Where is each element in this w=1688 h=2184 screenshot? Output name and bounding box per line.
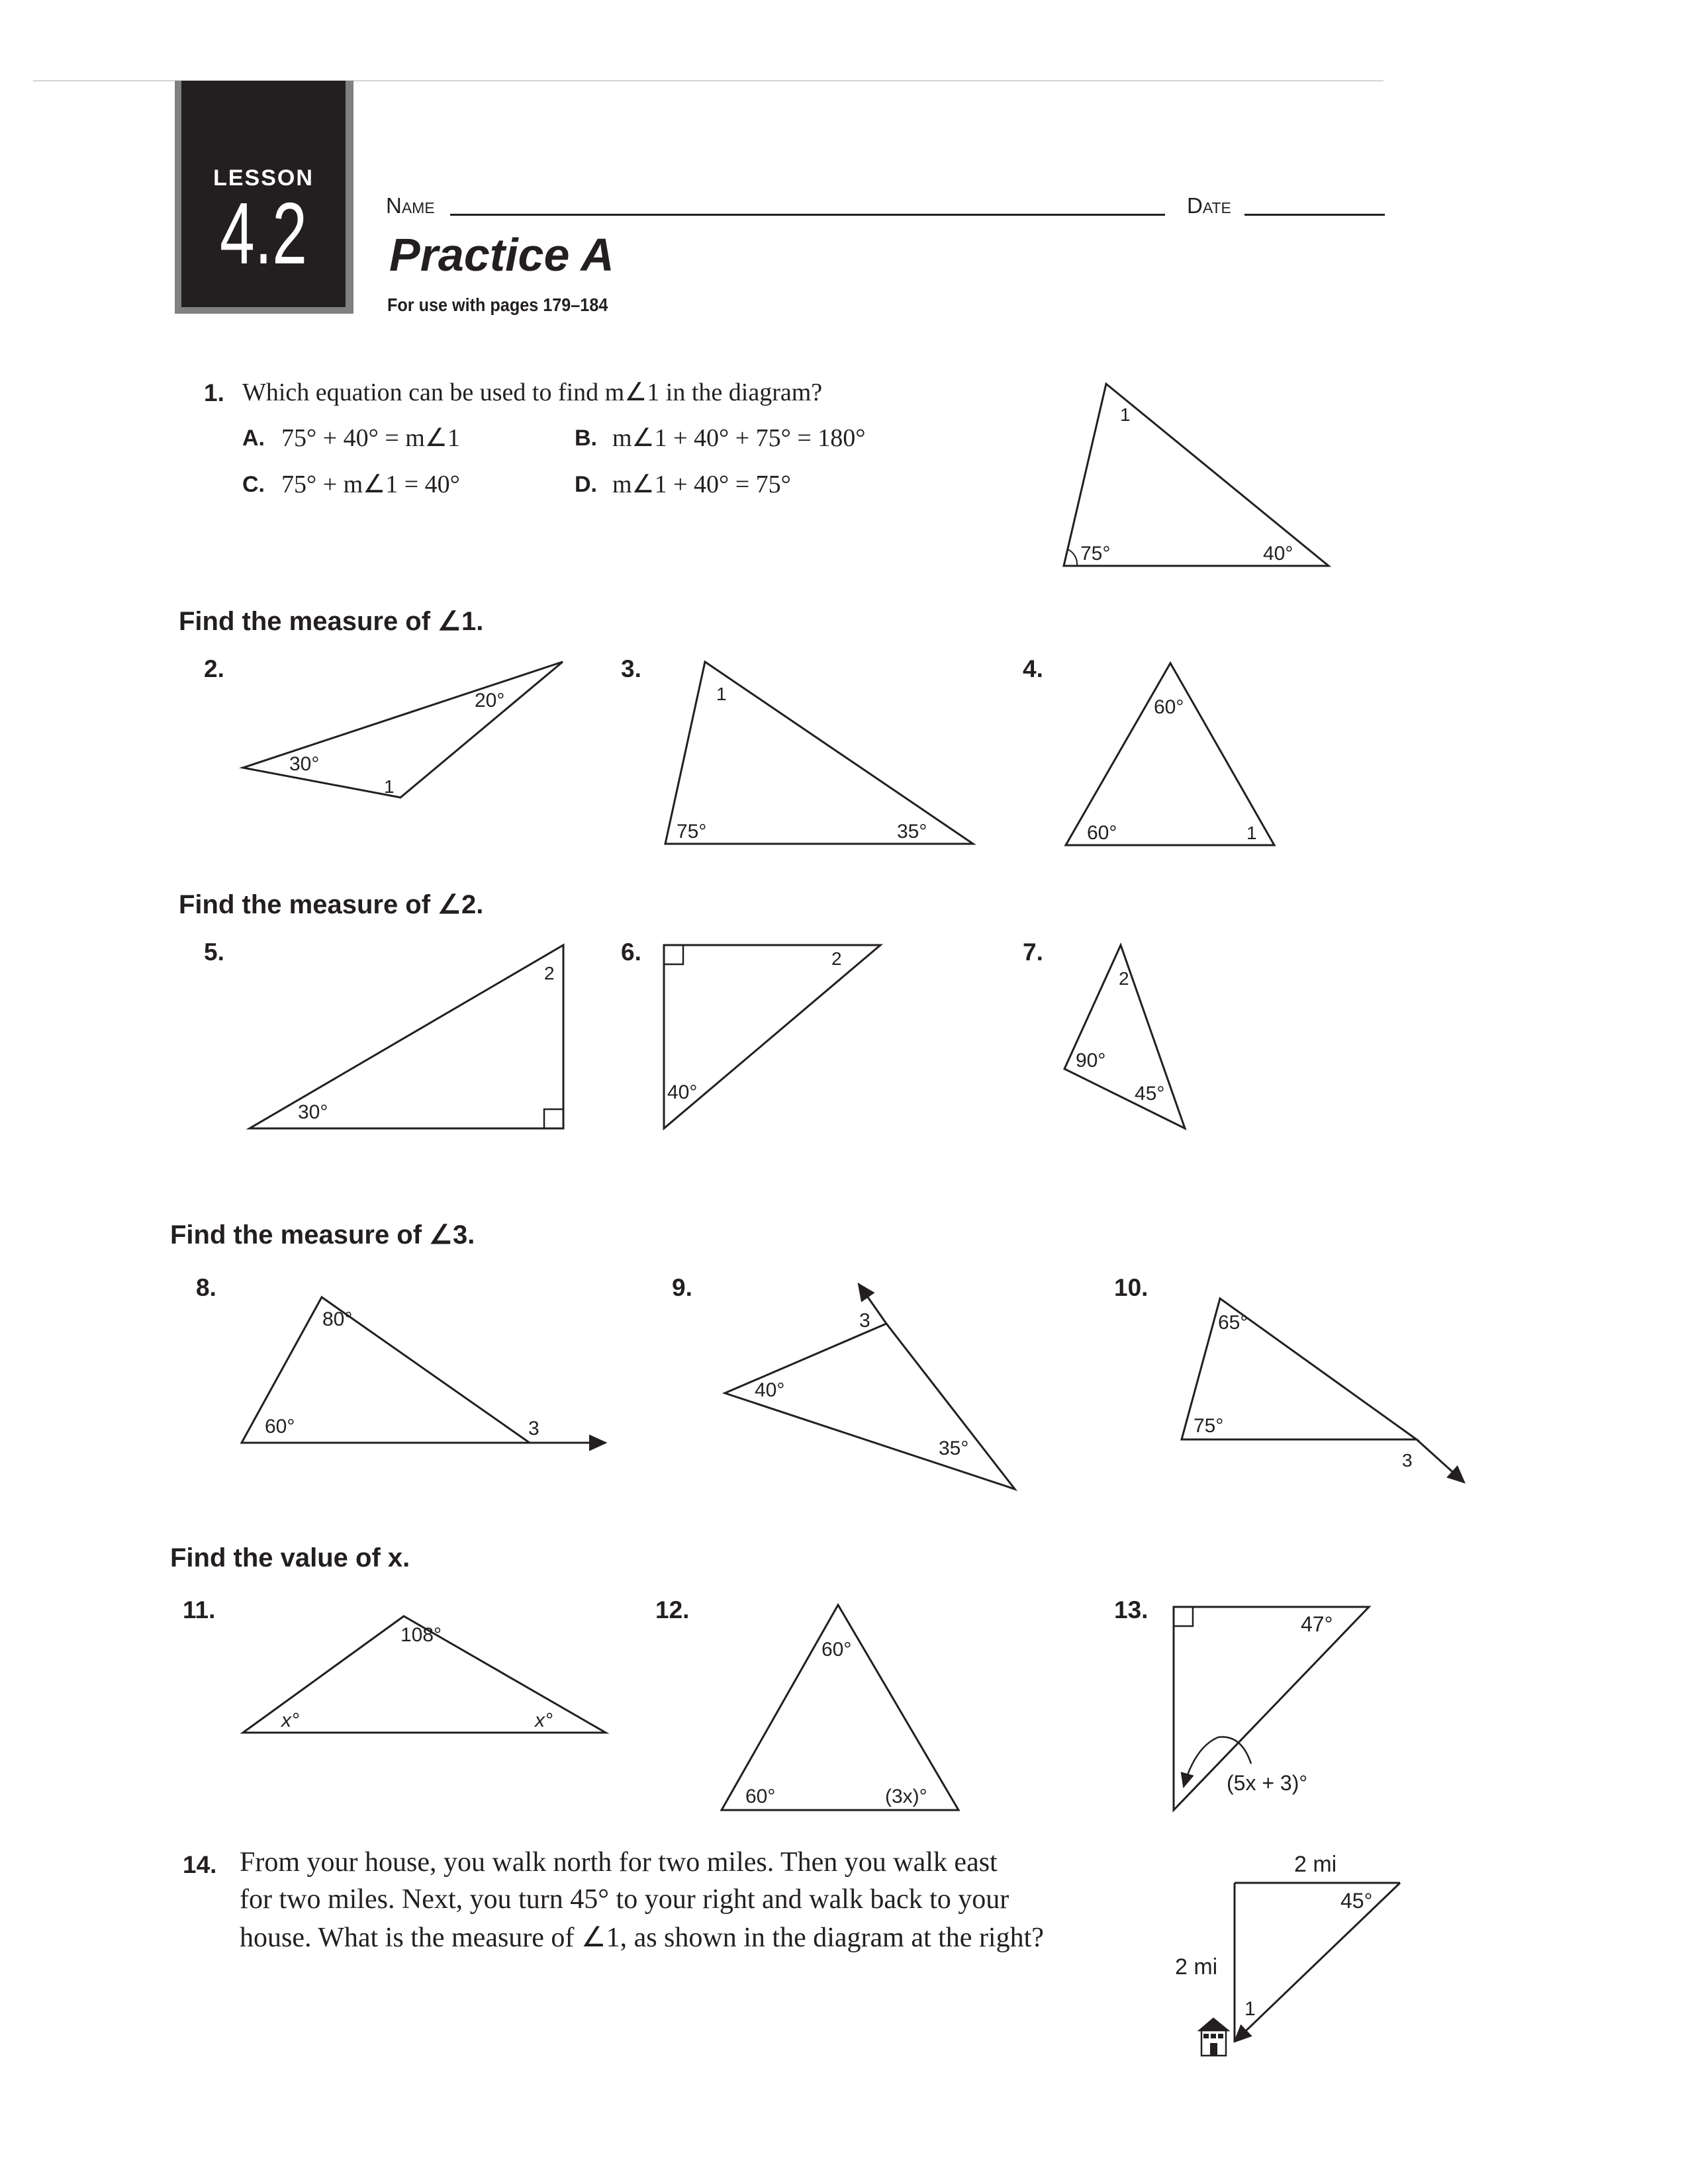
p9-label-3: 3 [859, 1310, 870, 1332]
p4-label-60-left: 60° [1087, 822, 1117, 844]
p3-triangle [665, 662, 973, 844]
p10-label-65: 65° [1218, 1312, 1248, 1334]
q1-label-1: 1 [1120, 404, 1131, 425]
p12-number: 12. [655, 1596, 690, 1623]
p8-label-60: 60° [265, 1416, 295, 1437]
p14-label-45: 45° [1340, 1889, 1373, 1913]
p10-label-75: 75° [1194, 1415, 1224, 1437]
q1-choice-d-text[interactable]: m∠1 + 40° = 75° [612, 471, 791, 498]
q1-choice-b-letter: B. [575, 426, 597, 451]
p5-number: 5. [204, 938, 224, 966]
p14-diagram [1235, 1883, 1400, 2042]
heading-angle3: Find the measure of ∠3. [170, 1220, 475, 1250]
p13-number: 13. [1114, 1596, 1149, 1623]
p7-number: 7. [1023, 938, 1043, 966]
p12-label-60-top: 60° [821, 1639, 852, 1661]
p6-number: 6. [621, 938, 641, 966]
p10-number: 10. [1114, 1274, 1149, 1301]
q1-choice-c-text[interactable]: 75° + m∠1 = 40° [281, 471, 460, 498]
p4-label-1: 1 [1246, 823, 1257, 843]
p6-label-40: 40° [667, 1081, 698, 1103]
q1-choice-a-text[interactable]: 75° + 40° = m∠1 [281, 424, 460, 452]
p14-text-line-1: From your house, you walk north for two miles. Then you walk east [240, 1847, 998, 1878]
p12-label-60-left: 60° [745, 1786, 776, 1807]
p5-label-30: 30° [298, 1101, 328, 1123]
p5-triangle [250, 945, 563, 1128]
p11-label-x-left: x° [281, 1709, 299, 1731]
heading-value-x: Find the value of x. [170, 1543, 410, 1572]
name-label: Name [386, 193, 435, 218]
p11-label-108: 108° [400, 1624, 442, 1646]
p3-number: 3. [621, 655, 641, 682]
q1-choice-b-text[interactable]: m∠1 + 40° + 75° = 180° [612, 424, 866, 452]
p12-triangle [722, 1605, 959, 1810]
q1-choice-d-letter: D. [575, 472, 597, 497]
lesson-word: LESSON [213, 165, 314, 191]
p8-triangle [242, 1297, 606, 1443]
p10-label-3: 3 [1402, 1450, 1413, 1471]
q1-label-40: 40° [1263, 543, 1293, 565]
p11-number: 11. [183, 1596, 216, 1623]
date-label: Date [1187, 193, 1231, 218]
p14-label-north-distance: 2 mi [1175, 1954, 1218, 1979]
p14-label-1: 1 [1244, 1998, 1256, 2020]
p13-label-5x3: (5x + 3)° [1227, 1771, 1308, 1795]
p14-text-line-3: house. What is the measure of ∠1, as shown in the diagram at the right? [240, 1923, 1044, 1953]
p5-label-2: 2 [544, 963, 555, 983]
house-icon [1199, 2019, 1228, 2056]
p2-label-1: 1 [384, 776, 395, 797]
p3-label-35: 35° [897, 821, 927, 842]
p8-label-3: 3 [528, 1418, 539, 1439]
q1-text: Which equation can be used to find m∠1 in the diagram? [242, 379, 823, 406]
p7-label-45: 45° [1135, 1083, 1165, 1105]
q1-choice-a-letter: A. [242, 426, 265, 451]
p3-label-75: 75° [677, 821, 707, 842]
q1-triangle [1064, 384, 1329, 566]
p4-label-60-top: 60° [1154, 696, 1184, 718]
p2-triangle [243, 662, 563, 797]
p12-label-3x: (3x)° [885, 1786, 927, 1807]
q1-label-75: 75° [1080, 543, 1111, 565]
p14-number: 14. [183, 1851, 217, 1878]
p8-number: 8. [196, 1274, 216, 1301]
heading-angle1: Find the measure of ∠1. [179, 607, 484, 636]
p3-label-1: 1 [716, 684, 727, 704]
q1-number: 1. [204, 379, 224, 406]
q1-choice-c-letter: C. [242, 472, 265, 497]
p2-label-20: 20° [475, 690, 505, 711]
p9-label-35: 35° [939, 1437, 969, 1459]
p8-label-80: 80° [322, 1308, 353, 1330]
p9-number: 9. [672, 1274, 692, 1301]
page-subtitle: For use with pages 179–184 [387, 295, 608, 315]
page-title: Practice A [389, 229, 614, 281]
p7-label-90: 90° [1076, 1050, 1106, 1071]
p6-label-2: 2 [831, 948, 842, 969]
p4-triangle [1066, 663, 1274, 845]
p13-label-47: 47° [1301, 1612, 1333, 1636]
p2-label-30: 30° [289, 753, 320, 775]
p14-label-east-distance: 2 mi [1294, 1852, 1337, 1877]
p11-label-x-right: x° [535, 1709, 553, 1731]
p9-label-40: 40° [755, 1379, 785, 1401]
p2-number: 2. [204, 655, 224, 682]
lesson-number: 4.2 [219, 185, 308, 282]
heading-angle2: Find the measure of ∠2. [179, 890, 484, 919]
p4-number: 4. [1023, 655, 1043, 682]
p14-text-line-2: for two miles. Next, you turn 45° to your right and walk back to your [240, 1884, 1009, 1915]
p7-label-2: 2 [1119, 968, 1129, 989]
